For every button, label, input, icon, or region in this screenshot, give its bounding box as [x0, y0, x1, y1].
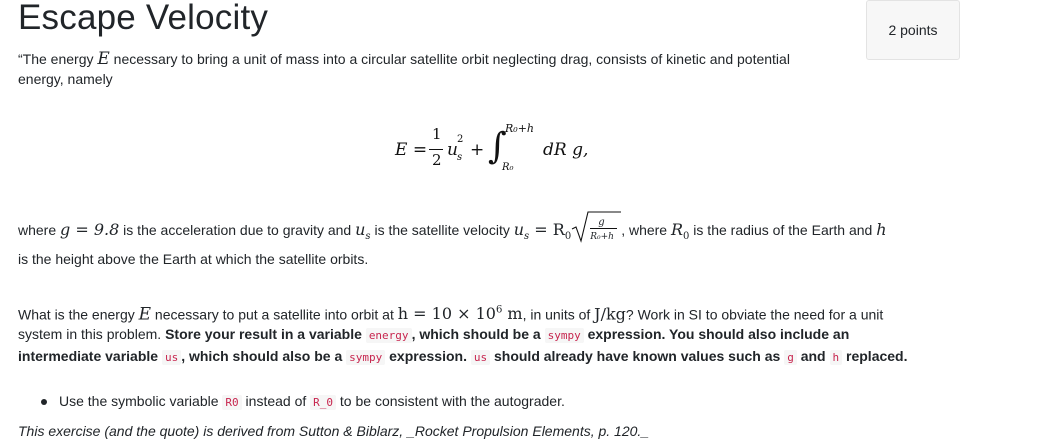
sqrt-expression: [571, 217, 621, 242]
page-title: Escape Velocity: [18, 0, 269, 37]
intro-text-line2: energy, namely: [18, 71, 113, 87]
eq-upper-limit: R₀+h: [505, 122, 534, 135]
bullet-t2: instead of: [241, 393, 311, 409]
q-t1: What is the energy: [18, 306, 139, 323]
bullet-t3: to be consistent with the autograder.: [336, 393, 565, 409]
q-l2-a: Store your result in a variable: [165, 326, 366, 343]
q-line2-plain: system in this problem.: [18, 326, 166, 343]
code-us-2: us: [471, 350, 490, 365]
us-formula-mid: = R: [529, 220, 565, 239]
us-u: u: [355, 220, 366, 239]
eq-plus: +: [470, 140, 485, 160]
where-line2: is the height above the Earth at which the satellite orbits.: [18, 251, 369, 267]
eq-u-sup: 2: [457, 134, 464, 145]
code-R0: R0: [222, 395, 241, 410]
q-l3-a: intermediate variable: [18, 348, 162, 365]
var-R0: [671, 220, 690, 243]
eq-integral-sign: ∫: [488, 126, 507, 167]
question-paragraph: [18, 301, 1028, 368]
q-line2-bold: [165, 326, 849, 342]
q-units: J/kg: [594, 304, 626, 324]
code-sympy-2: sympy: [346, 350, 385, 365]
q-h-eq: h = 10 × 10: [397, 304, 496, 324]
bullet-t1: Use the symbolic variable: [59, 393, 223, 409]
eq-frac-den: 2: [432, 151, 442, 169]
points-badge: 2 points: [866, 0, 960, 60]
q-t3: , in units of: [522, 306, 595, 323]
eq-lhs: E =: [395, 140, 428, 160]
where-t3: is the satellite velocity: [370, 222, 514, 238]
source-footnote: This exercise (and the quote) is derived from Sutton & Biblarz, _Rocket Propulsion Elements, p. 120._: [18, 423, 650, 439]
q-line3-bold: [18, 348, 908, 364]
code-R_0: R_0: [310, 395, 336, 410]
eq-u-sub: s: [457, 152, 463, 163]
var-E: E: [97, 49, 110, 69]
code-energy: energy: [366, 328, 412, 343]
code-h: h: [830, 350, 843, 365]
R0-sub: 0: [683, 231, 690, 243]
q-var-E: E: [138, 304, 152, 325]
us-formula-sub: s: [524, 231, 530, 243]
var-us: [355, 220, 371, 243]
code-sympy-1: sympy: [545, 328, 584, 343]
eq-u: u: [447, 140, 458, 160]
eq-lower-limit: R₀: [502, 162, 514, 173]
bullet-item: [59, 391, 565, 413]
q-t2: necessary to put a satellite into orbit at: [151, 306, 398, 323]
var-h: h: [876, 220, 887, 239]
q-l2-b: , which should be a: [411, 326, 545, 343]
q-h-unit: m: [502, 304, 523, 324]
q-h-value: [398, 304, 523, 323]
where-t4: , where: [621, 222, 671, 238]
intro-paragraph: [18, 49, 868, 89]
q-t4: ? Work in SI to obviate the need for a unit: [625, 306, 884, 323]
R0-letter: R: [671, 220, 684, 239]
q-l3-e: and: [796, 348, 830, 365]
eq-frac-num: 1: [432, 125, 442, 143]
us-formula-r-sub: 0: [564, 231, 572, 243]
energy-equation: [395, 122, 655, 182]
eq-integrand: dR g,: [543, 140, 589, 160]
sqrt-num: g: [598, 217, 605, 228]
q-l3-d: should already have known values such as: [490, 348, 785, 365]
q-l3-b: , which should also be a: [181, 348, 347, 365]
code-g: g: [784, 350, 797, 365]
bullet-dot: [41, 399, 47, 405]
sqrt-den: R₀+h: [590, 232, 614, 242]
us-formula: [513, 220, 572, 243]
where-t2: is the acceleration due to gravity and: [119, 222, 356, 238]
intro-text-rest: necessary to bring a unit of mass into a circular satellite orbit neglecting drag, consists of kinetic and potential: [109, 51, 790, 67]
us-sub: s: [365, 231, 371, 243]
intro-text-start: “The energy: [18, 51, 98, 67]
code-us: us: [162, 350, 181, 365]
g-value: g = 9.8: [60, 220, 120, 239]
where-t1: where: [18, 222, 61, 238]
q-l2-c: expression. You should also include an: [583, 326, 850, 343]
q-l3-c: expression.: [385, 348, 471, 365]
eq-frac-bar: [429, 149, 443, 150]
q-h-exp: 6: [495, 305, 503, 316]
q-l3-f: replaced.: [842, 348, 908, 365]
where-t5: is the radius of the Earth and: [689, 222, 877, 238]
where-paragraph: [18, 217, 1018, 247]
us-formula-u: u: [513, 220, 525, 239]
